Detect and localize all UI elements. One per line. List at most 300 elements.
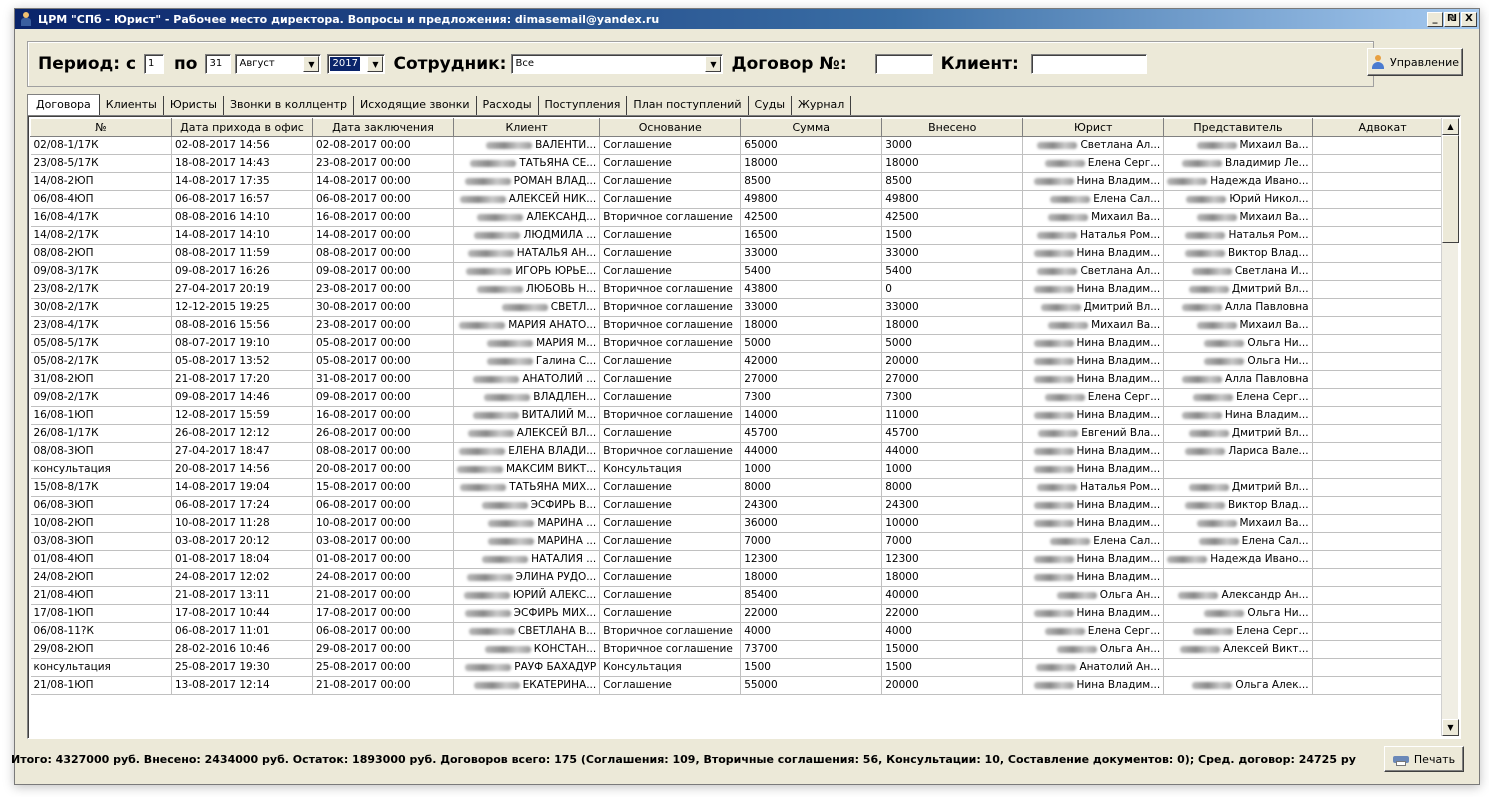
table-row[interactable] [31,551,1454,569]
table-cell [1023,623,1164,641]
cell-text: Наталья Ром... [1228,229,1309,241]
table-cell: 08-08-2016 14:10 [172,209,313,227]
table-cell [1312,659,1453,677]
redacted-name [477,214,523,221]
redacted-name [485,646,531,653]
table-row[interactable] [31,479,1454,497]
table-cell: Соглашение [600,389,741,407]
table-cell: 5000 [741,335,882,353]
contract-input[interactable] [875,54,933,74]
table-cell: Вторичное соглашение [600,641,741,659]
printer-icon [1393,752,1409,766]
year-select[interactable] [327,54,385,74]
table-row[interactable] [31,191,1454,209]
table-cell [454,425,600,443]
table-row[interactable] [31,137,1454,155]
table-cell: Соглашение [600,155,741,173]
table-row[interactable] [31,245,1454,263]
table-cell [1164,623,1312,641]
table-cell: консультация [31,659,172,677]
table-cell: 17-08-2017 00:00 [313,605,454,623]
column-header[interactable]: Дата прихода в офис [172,119,313,137]
table-cell: 18000 [741,569,882,587]
table-cell [1023,191,1164,209]
table-cell: 17-08-2017 10:44 [172,605,313,623]
redacted-name [1189,286,1229,293]
cell-text: Дмитрий Вл... [1231,427,1309,439]
table-row[interactable] [31,335,1454,353]
table-cell: Вторичное соглашение [600,299,741,317]
cell-text: МАРИНА ... [537,517,597,529]
table-row[interactable] [31,299,1454,317]
redacted-name [459,322,505,329]
table-cell: 36000 [741,515,882,533]
column-header[interactable]: Сумма [741,119,882,137]
table-cell [1023,533,1164,551]
table-cell [454,551,600,569]
table-cell: 22000 [882,605,1023,623]
table-cell: 08/08-3ЮП [31,443,172,461]
column-header[interactable]: Внесено [882,119,1023,137]
table-row[interactable] [31,569,1454,587]
table-cell [454,371,600,389]
table-cell [1312,263,1453,281]
table-cell: 15-08-2017 00:00 [313,479,454,497]
table-cell: Вторичное соглашение [600,335,741,353]
table-cell: 09/08-3/17К [31,263,172,281]
table-cell: Вторичное соглашение [600,407,741,425]
app-window [11,8,1480,785]
redacted-name [1167,556,1207,563]
redacted-name [470,160,516,167]
table-cell: Консультация [600,461,741,479]
table-cell: Соглашение [600,173,741,191]
table-cell [1023,461,1164,479]
redacted-name [1185,232,1225,239]
table-cell: 10-08-2017 11:28 [172,515,313,533]
table-cell: 33000 [741,299,882,317]
minimize-button[interactable]: _ [1427,12,1443,27]
table-row[interactable] [31,425,1454,443]
table-cell: 08-08-2017 00:00 [313,443,454,461]
table-cell [1023,569,1164,587]
redacted-name [1034,610,1074,617]
table-cell [1312,155,1453,173]
tab-receipts[interactable]: Поступления [539,96,628,115]
column-header[interactable]: Клиент [454,119,600,137]
table-cell: 14/08-2/17К [31,227,172,245]
table-header-row [31,119,1454,137]
table-cell: 06/08-3ЮП [31,497,172,515]
table-cell: 4000 [741,623,882,641]
chevron-down-icon[interactable]: ▼ [705,56,721,72]
table-cell [1164,425,1312,443]
table-cell: 44000 [741,443,882,461]
redacted-name [502,304,548,311]
employee-value: Все [515,58,534,69]
tab-outgoing-calls[interactable]: Исходящие звонки [354,96,477,115]
table-row[interactable] [31,281,1454,299]
redacted-name [1050,538,1090,545]
table-cell [1312,335,1453,353]
maximize-button[interactable]: ₪ [1444,12,1460,27]
table-cell [1023,389,1164,407]
table-cell: 06-08-2017 00:00 [313,623,454,641]
table-cell [1312,605,1453,623]
table-row[interactable] [31,641,1454,659]
cell-text: Нина Владим... [1076,373,1161,385]
from-day-input[interactable]: 1 [144,54,164,74]
column-header[interactable]: Основание [600,119,741,137]
redacted-name [1192,268,1232,275]
redacted-name [1197,520,1237,527]
table-cell [1023,173,1164,191]
cell-text: Ольга Ан... [1099,643,1161,655]
table-cell [1164,443,1312,461]
table-cell: 18000 [882,569,1023,587]
redacted-name [1034,250,1074,257]
table-cell: Соглашение [600,371,741,389]
redacted-name [487,358,533,365]
table-cell: 05-08-2017 00:00 [313,335,454,353]
table-cell: 09/08-2/17К [31,389,172,407]
cell-text: Нина Владим... [1076,283,1161,295]
table-cell [1312,299,1453,317]
table-cell: 30/08-2/17К [31,299,172,317]
cell-text: Алла Павловна [1225,301,1309,313]
redacted-name [465,610,511,617]
cell-text: ЕКАТЕРИНА... [522,679,597,691]
cell-text: ЕЛЕНА ВЛАДИ... [508,445,597,457]
table-cell [1023,479,1164,497]
table-cell [454,443,600,461]
table-cell [1023,371,1164,389]
redacted-name [460,484,506,491]
table-row[interactable] [31,605,1454,623]
redacted-name [1204,358,1244,365]
cell-text: МАРИЯ АНАТО... [508,319,597,331]
print-button[interactable] [1384,746,1464,772]
column-header[interactable]: Адвокат [1312,119,1453,137]
table-cell: 06/08-4ЮП [31,191,172,209]
table-row[interactable] [31,587,1454,605]
table-cell: 33000 [741,245,882,263]
table-cell [454,659,600,677]
table-cell: 14-08-2017 00:00 [313,227,454,245]
table-cell: 31-08-2017 00:00 [313,371,454,389]
redacted-name [1193,628,1233,635]
column-header[interactable]: № [31,119,172,137]
tab-expenses[interactable]: Расходы [477,96,539,115]
table-cell: 15/08-8/17К [31,479,172,497]
table-cell: 23/08-4/17К [31,317,172,335]
redacted-name [487,340,533,347]
cell-text: ЮРИЙ АЛЕКС... [513,589,597,601]
close-button[interactable]: X [1461,12,1477,27]
table-cell: 10/08-2ЮП [31,515,172,533]
cell-text: Нина Владим... [1224,409,1309,421]
scroll-thumb[interactable] [1442,135,1459,243]
table-cell [454,623,600,641]
redacted-name [482,502,528,509]
redacted-name [459,448,505,455]
table-row[interactable] [31,461,1454,479]
table-row[interactable] [31,497,1454,515]
column-header[interactable]: Юрист [1023,119,1164,137]
table-cell [1023,137,1164,155]
redacted-name [1038,430,1078,437]
cell-text: ЭСФИРЬ В... [530,499,597,511]
tab-receipts-plan[interactable]: План поступлений [627,96,748,115]
table-cell [1312,479,1453,497]
table-cell: 20000 [882,677,1023,695]
tab-courts[interactable]: Суды [749,96,792,115]
table-cell: Соглашение [600,227,741,245]
table-cell: 33000 [882,299,1023,317]
tab-journal[interactable]: Журнал [792,96,851,115]
table-cell [1023,659,1164,677]
tab-callcenter-calls[interactable]: Звонки в коллцентр [224,96,354,115]
chevron-down-icon[interactable]: ▼ [303,56,319,72]
table-cell: 09-08-2017 14:46 [172,389,313,407]
table-row[interactable] [31,659,1454,677]
table-cell: 03-08-2017 20:12 [172,533,313,551]
redacted-name [1034,502,1074,509]
table-cell: 10000 [882,515,1023,533]
redacted-name [1204,340,1244,347]
table-cell [1023,497,1164,515]
table-cell: 40000 [882,587,1023,605]
redacted-name [474,232,520,239]
redacted-name [1037,268,1077,275]
manage-button[interactable] [1367,48,1463,76]
table-cell [1312,497,1453,515]
table-cell: 12-08-2017 15:59 [172,407,313,425]
table-cell: 21/08-4ЮП [31,587,172,605]
redacted-name [1048,214,1088,221]
contracts-table[interactable] [27,115,1461,739]
table-cell [1312,137,1453,155]
month-select[interactable] [235,54,321,74]
tab-clients[interactable]: Клиенты [100,96,164,115]
cell-text: Михаил Ва... [1091,211,1161,223]
table-cell: 02-08-2017 00:00 [313,137,454,155]
redacted-name [1034,178,1074,185]
table-cell [1312,245,1453,263]
table-cell: Соглашение [600,191,741,209]
table-cell [454,497,600,515]
table-cell [454,191,600,209]
table-cell [1312,551,1453,569]
table-cell: 14000 [741,407,882,425]
table-row[interactable] [31,371,1454,389]
redacted-name [482,556,528,563]
redacted-name [477,286,523,293]
app-icon [19,12,33,26]
cell-text: Михаил Ва... [1091,319,1161,331]
table-cell: 14-08-2017 19:04 [172,479,313,497]
table-cell: 24/08-2ЮП [31,569,172,587]
tab-contracts[interactable]: Договора [27,94,100,115]
table-cell [1312,443,1453,461]
cell-text: Виктор Влад... [1228,499,1309,511]
table-row[interactable] [31,209,1454,227]
table-cell: Вторичное соглашение [600,281,741,299]
redacted-name [1034,682,1074,689]
table-cell: 85400 [741,587,882,605]
table-cell: консультация [31,461,172,479]
table-cell: 29/08-2ЮП [31,641,172,659]
table-cell [1023,155,1164,173]
table-cell: 29-08-2017 00:00 [313,641,454,659]
table-cell: 06-08-2017 00:00 [313,497,454,515]
table-cell [1164,227,1312,245]
cell-text: Евгений Вла... [1081,427,1161,439]
table-row[interactable] [31,623,1454,641]
redacted-name [1036,664,1076,671]
table-cell [1312,677,1453,695]
table-row[interactable] [31,515,1454,533]
table-cell [1312,227,1453,245]
tab-lawyers[interactable]: Юристы [164,96,224,115]
table-cell: Соглашение [600,479,741,497]
cell-text: МАРИЯ М... [536,337,597,349]
to-day-input[interactable]: 31 [205,54,231,74]
table-cell: 22000 [741,605,882,623]
filter-panel [27,41,1374,87]
table-cell: 16500 [741,227,882,245]
table-cell: 4000 [882,623,1023,641]
redacted-name [468,430,514,437]
redacted-name [1045,160,1085,167]
cell-text: Нина Владим... [1076,337,1161,349]
table-cell: 43800 [741,281,882,299]
cell-text: Нина Владим... [1076,607,1161,619]
table-cell [1023,209,1164,227]
table-cell: 42000 [741,353,882,371]
table-cell: 24300 [741,497,882,515]
table-row[interactable] [31,173,1454,191]
redacted-name [1034,340,1074,347]
table-cell [1312,371,1453,389]
table-cell: Соглашение [600,353,741,371]
table-cell: 28-02-2016 10:46 [172,641,313,659]
window-controls [1427,12,1477,27]
manage-button-label: Управление [1389,55,1459,69]
redacted-name [1182,412,1222,419]
table-cell: 23/08-5/17К [31,155,172,173]
client-input[interactable] [1031,54,1147,74]
table-cell: 24-08-2017 12:02 [172,569,313,587]
table-cell [1164,263,1312,281]
cell-text: ИГОРЬ ЮРЬЕ... [515,265,597,277]
redacted-name [1034,466,1074,473]
to-label: по [174,54,198,74]
table-cell [1023,299,1164,317]
cell-text: Нина Владим... [1076,571,1161,583]
table-cell: 05/08-2/17К [31,353,172,371]
table-cell: 8000 [882,479,1023,497]
table-cell: 06-08-2017 00:00 [313,191,454,209]
table-cell [454,515,600,533]
cell-text: Виктор Влад... [1228,247,1309,259]
table-cell [1164,353,1312,371]
scroll-down-icon[interactable]: ▼ [1442,719,1459,736]
table-cell [1023,677,1164,695]
title-bar[interactable] [15,9,1479,29]
table-row[interactable] [31,155,1454,173]
redacted-name [1034,556,1074,563]
table-row[interactable] [31,407,1454,425]
cell-text: Елена Сал... [1093,193,1161,205]
table-row[interactable] [31,317,1454,335]
vertical-scrollbar[interactable] [1441,118,1458,736]
table-cell: 27-04-2017 18:47 [172,443,313,461]
table-row[interactable] [31,533,1454,551]
table-row[interactable] [31,353,1454,371]
table-row[interactable] [31,443,1454,461]
table-row[interactable] [31,263,1454,281]
redacted-name [1186,196,1226,203]
table-cell: 21-08-2017 17:20 [172,371,313,389]
cell-text: НАТАЛИЯ ... [531,553,597,565]
redacted-name [1185,502,1225,509]
table-cell [1023,425,1164,443]
scroll-up-icon[interactable]: ▲ [1442,118,1459,135]
table-cell [454,605,600,623]
table-cell: 08/08-2ЮП [31,245,172,263]
chevron-down-icon[interactable]: ▼ [367,56,383,72]
table-cell: Соглашение [600,137,741,155]
table-cell: 16/08-1ЮП [31,407,172,425]
table-cell: 18000 [741,317,882,335]
redacted-name [1037,484,1077,491]
table-row[interactable] [31,227,1454,245]
table-cell: 25-08-2017 19:30 [172,659,313,677]
table-cell: 1000 [882,461,1023,479]
table-row[interactable] [31,389,1454,407]
period-label: Период: с [38,54,137,74]
table-cell: 8500 [882,173,1023,191]
column-header[interactable]: Представитель [1164,119,1312,137]
table-cell: 18-08-2017 14:43 [172,155,313,173]
cell-text: Алла Павловна [1225,373,1309,385]
cell-text: АЛЕКСЕЙ НИК... [508,193,597,205]
table-cell: 14-08-2017 00:00 [313,173,454,191]
redacted-name [1189,430,1229,437]
table-cell: 09-08-2017 00:00 [313,263,454,281]
print-button-label: Печать [1413,752,1456,766]
redacted-name [1178,592,1218,599]
table-cell: 1500 [882,227,1023,245]
table-cell [1312,641,1453,659]
redacted-name [1037,232,1077,239]
table-cell [1164,479,1312,497]
table-cell: 27000 [741,371,882,389]
cell-text: Наталья Ром... [1080,229,1161,241]
column-header[interactable]: Дата заключения [313,119,454,137]
table-cell [454,245,600,263]
table-cell: 13-08-2017 12:14 [172,677,313,695]
table-cell [1312,281,1453,299]
table-cell: 26/08-1/17К [31,425,172,443]
redacted-name [460,196,506,203]
table-cell [1164,335,1312,353]
employee-select[interactable] [511,54,723,74]
redacted-name [1034,412,1074,419]
table-cell: 5000 [882,335,1023,353]
table-row[interactable] [31,677,1454,695]
